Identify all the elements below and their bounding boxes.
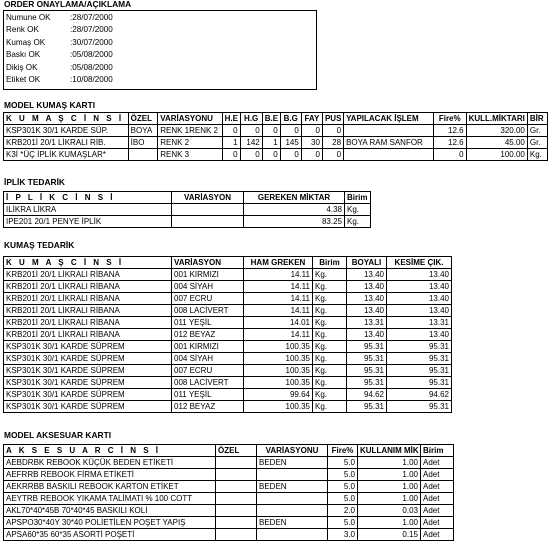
table-cell: 001 KIRMIZI	[172, 341, 244, 353]
table-cell: 28	[322, 137, 343, 149]
approval-row	[6, 64, 316, 76]
table-cell: BEDEN	[257, 481, 328, 493]
table-cell: 13.40	[347, 281, 387, 293]
table-cell: Kg.	[313, 341, 347, 353]
table-cell: AEFRRB REBOOK FİRMA ETİKETİ	[4, 469, 216, 481]
table-cell	[216, 493, 257, 505]
table-cell: 1	[262, 137, 280, 149]
table-cell: 14.01	[244, 317, 313, 329]
table-cell: Kg.	[313, 269, 347, 281]
table-cell: 001 KIRMIZI	[172, 269, 244, 281]
table-cell	[216, 481, 257, 493]
table-cell: 95.31	[387, 353, 452, 365]
table-cell: 145	[280, 137, 301, 149]
table-row	[4, 377, 452, 389]
table-row	[4, 137, 548, 149]
table-row	[4, 341, 452, 353]
table-cell: APSA60*35 60*35 ASORTİ POŞETİ	[4, 529, 216, 541]
table-cell: 95.31	[347, 341, 387, 353]
table-cell: 007 ECRU	[172, 293, 244, 305]
table-cell: 100.35	[244, 377, 313, 389]
approval-date: :28/07/2000	[70, 13, 113, 22]
table-cell	[172, 216, 244, 228]
table-cell	[128, 149, 158, 161]
table-cell: Adet	[421, 457, 454, 469]
table-cell: Kg.	[345, 216, 371, 228]
table-cell: 1.00	[358, 457, 421, 469]
table-cell	[257, 493, 328, 505]
table-cell: KSP301K 30/1 KARDE SÜPREM	[4, 341, 172, 353]
table-cell: Adet	[421, 469, 454, 481]
table-row	[4, 401, 452, 413]
column-header: B.G	[280, 113, 301, 125]
table-row	[4, 293, 452, 305]
table-cell: BEDEN	[257, 457, 328, 469]
table-cell: Kg.	[313, 293, 347, 305]
table-cell: 13.40	[347, 293, 387, 305]
table-cell: 0	[433, 149, 466, 161]
table-cell: 95.31	[387, 365, 452, 377]
table-cell: 5.0	[328, 481, 358, 493]
table-cell: 100.35	[244, 401, 313, 413]
table-cell: 13.31	[387, 317, 452, 329]
table-cell: 100.35	[244, 353, 313, 365]
table-cell: 13.40	[347, 269, 387, 281]
approval-row	[6, 39, 316, 51]
table-cell: Adet	[421, 505, 454, 517]
table-cell: Adet	[421, 529, 454, 541]
table-cell: KSP301K 30/1 KARDE SÜPREM	[4, 389, 172, 401]
table-cell: 142	[240, 137, 262, 149]
table-row	[4, 365, 452, 377]
table-cell: 95.31	[347, 353, 387, 365]
approval-label: Dikiş OK	[6, 62, 38, 72]
table-cell: 0	[280, 149, 301, 161]
table-cell: Kg.	[313, 365, 347, 377]
column-header: Birim	[345, 192, 371, 204]
column-header: ÖZEL	[216, 445, 257, 457]
table-row	[4, 281, 452, 293]
table-cell: Kg.	[313, 329, 347, 341]
table-cell: 95.31	[347, 401, 387, 413]
table-cell: 0	[240, 149, 262, 161]
column-header: VARİASYONU	[158, 113, 222, 125]
table-row	[4, 204, 371, 216]
table-cell: 13.40	[387, 269, 452, 281]
table-cell: 99.64	[244, 389, 313, 401]
approval-label: Numune OK	[6, 13, 51, 22]
table-cell: 100.00	[466, 149, 527, 161]
table-cell	[257, 529, 328, 541]
approval-date: :05/08/2000	[70, 50, 113, 60]
column-header: PUS	[322, 113, 343, 125]
table-cell: AEYTRB REBOOK YIKAMA TALİMATI % 100 COTT	[4, 493, 216, 505]
column-header: VARİASYON	[172, 257, 244, 269]
table-cell: APSPO30*40Y 30*40 POLİETİLEN POŞET YAPIŞ	[4, 517, 216, 529]
table-row	[4, 529, 454, 541]
table-cell: Adet	[421, 481, 454, 493]
model-fabric-title: MODEL KUMAŞ KARTI	[4, 100, 96, 110]
table-cell: 0.03	[358, 505, 421, 517]
table-row	[4, 216, 371, 228]
table-cell: 13.40	[387, 281, 452, 293]
table-cell: 13.40	[347, 329, 387, 341]
accessory-title: MODEL AKSESUAR KARTI	[4, 430, 112, 440]
column-header: K U M A Ş C İ N S İ	[4, 113, 129, 125]
table-cell: 0	[301, 149, 322, 161]
table-cell: 95.31	[347, 365, 387, 377]
table-cell: 5.0	[328, 469, 358, 481]
column-header: VARİASYON	[172, 192, 244, 204]
table-cell: KRB201İ 20/1 LİKRALI RİBANA	[4, 305, 172, 317]
table-cell: 94.62	[347, 389, 387, 401]
table-cell: 95.31	[347, 377, 387, 389]
table-cell: Kg.	[313, 389, 347, 401]
table-cell	[344, 125, 434, 137]
approval-date: :05/08/2000	[70, 62, 113, 72]
table-cell	[216, 457, 257, 469]
table-cell: 0	[240, 125, 262, 137]
table-cell: KRB201İ 20/1 LİKRALI RİBANA	[4, 281, 172, 293]
table-cell: ILİKRA LİKRA	[4, 204, 172, 216]
column-header: KESİME ÇIK.	[387, 257, 452, 269]
table-cell: 011 YEŞİL	[172, 389, 244, 401]
approval-row	[6, 26, 316, 38]
table-cell: 2.0	[328, 505, 358, 517]
column-header: KULLANIM MİK	[358, 445, 421, 457]
table-cell: RENK 2	[158, 137, 222, 149]
table-cell: Kg.	[313, 317, 347, 329]
column-header: H.G	[240, 113, 262, 125]
yarn-supply-title: İPLİK TEDARİK	[4, 177, 65, 187]
table-cell	[257, 469, 328, 481]
table-cell: 94.62	[387, 389, 452, 401]
table-cell: 320.00	[466, 125, 527, 137]
table-cell: IPE201 20/1 PENYE İPLİK	[4, 216, 172, 228]
order-approval-title: ORDER ONAYLAMA/AÇIKLAMA	[4, 0, 132, 9]
table-cell: 0.15	[358, 529, 421, 541]
table-cell: KSP301K 30/1 KARDE SÜPREM	[4, 401, 172, 413]
column-header: A K S E S U A R C İ N S İ	[4, 445, 216, 457]
column-header: Fire%	[433, 113, 466, 125]
table-cell: 0	[262, 149, 280, 161]
approval-label: Renk OK	[6, 25, 39, 35]
table-cell: 100.35	[244, 341, 313, 353]
table-row	[4, 269, 452, 281]
column-header: KULL.MİKTARI	[466, 113, 527, 125]
table-cell: 0	[262, 125, 280, 137]
table-cell: 012 BEYAZ	[172, 329, 244, 341]
table-row	[4, 125, 548, 137]
table-cell: KRB201İ 20/1 LİKRALI RİBANA	[4, 317, 172, 329]
table-cell	[216, 529, 257, 541]
table-cell: AEKRRBB BASKILI REBOOK KARTON ETİKET	[4, 481, 216, 493]
table-cell: 95.31	[387, 341, 452, 353]
yarn-supply-table	[3, 191, 371, 228]
table-cell: 004 SİYAH	[172, 353, 244, 365]
table-cell: KSP301K 30/1 KARDE SÜPREM	[4, 377, 172, 389]
table-cell: 95.31	[387, 377, 452, 389]
table-row	[4, 505, 454, 517]
table-cell: KRB201İ 20/1 LİKRALI RİBANA	[4, 329, 172, 341]
table-cell	[216, 469, 257, 481]
table-cell: 5.0	[328, 493, 358, 505]
table-row	[4, 493, 454, 505]
accessory-table	[3, 444, 454, 541]
column-header: HAM GREKEN	[244, 257, 313, 269]
table-cell: 004 SİYAH	[172, 281, 244, 293]
table-cell: Gr.	[527, 137, 547, 149]
column-header: İ P L İ K C İ N S İ	[4, 192, 172, 204]
column-header: YAPILACAK İŞLEM	[344, 113, 434, 125]
table-cell: 1.00	[358, 481, 421, 493]
table-row	[4, 517, 454, 529]
table-cell: KRB201İ 20/1 LİKRALI RİB.	[4, 137, 129, 149]
table-cell: 0	[280, 125, 301, 137]
table-cell: K3İ *ÜÇ İPLİK KUMAŞLAR*	[4, 149, 129, 161]
column-header: FAY	[301, 113, 322, 125]
column-header: B.E	[262, 113, 280, 125]
table-cell: 13.31	[347, 317, 387, 329]
table-cell: 12.6	[433, 137, 466, 149]
approval-date: :30/07/2000	[70, 37, 113, 47]
table-cell: Kg.	[313, 281, 347, 293]
approval-label: Etiket OK	[6, 74, 41, 84]
column-header: GEREKEN MİKTAR	[244, 192, 345, 204]
column-header: VARİASYONU	[257, 445, 328, 457]
table-cell: 0	[322, 149, 343, 161]
table-cell: 95.31	[387, 401, 452, 413]
approval-date: :10/08/2000	[70, 74, 113, 84]
column-header: Birim	[421, 445, 454, 457]
table-cell: 011 YEŞİL	[172, 317, 244, 329]
table-cell: 14.11	[244, 293, 313, 305]
table-cell: Adet	[421, 517, 454, 529]
table-cell: Kg.	[313, 353, 347, 365]
table-cell: RENK 1RENK 2	[158, 125, 222, 137]
table-cell: 13.40	[387, 305, 452, 317]
table-row	[4, 469, 454, 481]
table-cell: 14.11	[244, 281, 313, 293]
table-cell	[216, 517, 257, 529]
table-cell: 3.0	[328, 529, 358, 541]
table-cell: 5.0	[328, 517, 358, 529]
table-cell: 4.38	[244, 204, 345, 216]
table-cell: 13.40	[347, 305, 387, 317]
table-cell: 0	[222, 125, 240, 137]
table-cell: 13.40	[387, 329, 452, 341]
table-cell: KRB201İ 20/1 LİKRALI RİBANA	[4, 293, 172, 305]
table-cell	[344, 149, 434, 161]
table-cell: 1.00	[358, 469, 421, 481]
table-cell: 30	[301, 137, 322, 149]
fabric-supply-title: KUMAŞ TEDARİK	[4, 240, 75, 250]
table-cell	[257, 505, 328, 517]
column-header: BİR	[527, 113, 547, 125]
column-header: K U M A Ş C İ N S İ	[4, 257, 172, 269]
table-cell: AKL70*40*45B 70*40*45 BASKILI KOLİ	[4, 505, 216, 517]
column-header: H.E	[222, 113, 240, 125]
table-cell: 008 LACİVERT	[172, 377, 244, 389]
fabric-supply-table	[3, 256, 452, 413]
approval-row	[6, 76, 316, 88]
table-cell: 0	[222, 149, 240, 161]
table-cell: 14.11	[244, 269, 313, 281]
table-row	[4, 481, 454, 493]
table-row	[4, 305, 452, 317]
table-cell: AEBDRBK REBOOK KÜÇÜK BEDEN ETİKETİ	[4, 457, 216, 469]
table-cell	[172, 204, 244, 216]
table-cell: Kg.	[313, 401, 347, 413]
table-cell: Kg.	[313, 377, 347, 389]
column-header: ÖZEL	[128, 113, 158, 125]
table-cell: 13.40	[387, 293, 452, 305]
table-cell: İBO	[128, 137, 158, 149]
table-cell: Gr.	[527, 125, 547, 137]
table-cell: KSP301K 30/1 KARDE SÜP.	[4, 125, 129, 137]
table-cell: 12.6	[433, 125, 466, 137]
table-cell: Adet	[421, 493, 454, 505]
table-row	[4, 389, 452, 401]
table-cell: 1.00	[358, 493, 421, 505]
column-header: BOYALI	[347, 257, 387, 269]
table-cell: Kg.	[345, 204, 371, 216]
table-cell: RENK 3	[158, 149, 222, 161]
table-cell: BOYA RAM SANFOR	[344, 137, 434, 149]
table-cell: Kg.	[313, 305, 347, 317]
table-cell: 1.00	[358, 517, 421, 529]
table-cell: 0	[322, 125, 343, 137]
table-cell: KSP301K 30/1 KARDE SÜPREM	[4, 365, 172, 377]
model-fabric-table	[3, 112, 548, 161]
approval-label: Baskı OK	[6, 50, 41, 60]
approval-date: :28/07/2000	[70, 25, 113, 35]
table-cell: 012 BEYAZ	[172, 401, 244, 413]
approval-row	[6, 51, 316, 63]
table-row	[4, 149, 548, 161]
column-header: Fire%	[328, 445, 358, 457]
table-cell: 14.11	[244, 305, 313, 317]
table-cell: 45.00	[466, 137, 527, 149]
table-cell: 100.35	[244, 365, 313, 377]
table-cell: 14.11	[244, 329, 313, 341]
table-cell: 5.0	[328, 457, 358, 469]
table-cell: 0	[301, 125, 322, 137]
table-cell: Kg.	[527, 149, 547, 161]
table-row	[4, 353, 452, 365]
approval-label: Kumaş OK	[6, 37, 46, 47]
table-cell: KSP301K 30/1 KARDE SÜPREM	[4, 353, 172, 365]
approval-row	[6, 14, 316, 26]
table-cell: 007 ECRU	[172, 365, 244, 377]
column-header: Birim	[313, 257, 347, 269]
table-cell: BOYA	[128, 125, 158, 137]
order-approval-box	[3, 10, 317, 90]
table-cell: 83.25	[244, 216, 345, 228]
table-cell: 008 LACİVERT	[172, 305, 244, 317]
table-row	[4, 457, 454, 469]
table-cell	[216, 505, 257, 517]
table-row	[4, 317, 452, 329]
table-cell: 1	[222, 137, 240, 149]
table-row	[4, 329, 452, 341]
table-cell: BEDEN	[257, 517, 328, 529]
table-cell: KRB201İ 20/1 LİKRALI RİBANA	[4, 269, 172, 281]
